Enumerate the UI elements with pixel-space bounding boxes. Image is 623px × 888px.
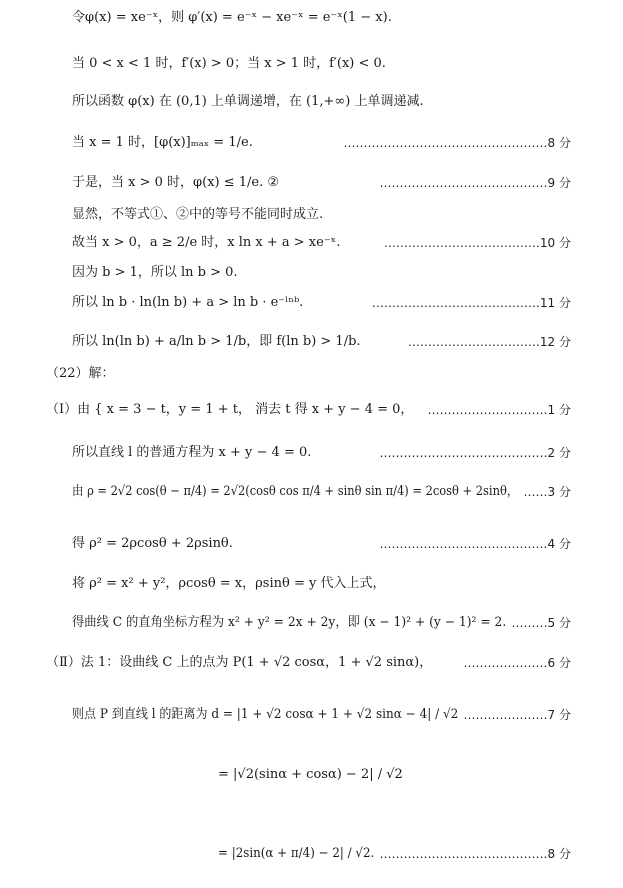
line-text: 故当 x > 0，a ≥ 2/e 时，x ln x + a > xe⁻ˣ. (72, 235, 341, 250)
solution-line (0, 93, 623, 123)
line-text: 于是，当 x > 0 时，φ(x) ≤ 1/e. ② (72, 175, 280, 190)
line-text: 所以函数 φ(x) 在 (0,1) 上单调递增，在 (1,+∞) 上单调递减. (72, 94, 424, 109)
line-text: 显然，不等式①、②中的等号不能同时成立. (72, 207, 324, 222)
line-text: 则点 P 到直线 l 的距离为 d = |1 + √2 cosα + 1 + √2 sinα − 4| / √2 (72, 707, 459, 722)
score-marker: ……………………………………………8 分 (343, 136, 571, 150)
score-marker: ……………………………12 分 (407, 335, 571, 349)
solution-line (0, 444, 623, 474)
line-text: 得 ρ² = 2ρcosθ + 2ρsinθ. (72, 536, 233, 551)
line-text: 得曲线 C 的直角坐标方程为 x² + y² = 2x + 2y，即 (x − 1)² + (y − 1)² = 2. (72, 615, 507, 630)
score-marker: ……………………………………11 分 (371, 296, 571, 310)
solution-line (0, 55, 623, 85)
line-text: = |√2(sinα + cosα) − 2| / √2 (218, 767, 403, 782)
score-marker: ……………………………………4 分 (379, 537, 571, 551)
solution-line (0, 483, 623, 513)
line-text: = |2sin(α + π/4) − 2| / √2. (218, 846, 375, 861)
solution-line (0, 9, 623, 39)
score-marker: ………5 分 (511, 616, 571, 630)
solution-line (0, 401, 623, 431)
solution-line (0, 234, 623, 264)
score-marker: …………………………………10 分 (383, 236, 571, 250)
line-text: 由 ρ = 2√2 cos(θ − π/4) = 2√2(cosθ cos π/4 + sinθ sin π/4) = 2cosθ + 2sinθ， (72, 484, 519, 499)
solution-line (0, 134, 623, 164)
line-text: 将 ρ² = x² + y²，ρcosθ = x，ρsinθ = y 代入上式， (72, 576, 386, 591)
solution-line (0, 614, 623, 644)
solution-line (0, 535, 623, 565)
line-text: 因为 b > 1，所以 ln b > 0. (72, 265, 238, 280)
line-text: 所以直线 l 的普通方程为 x + y − 4 = 0. (72, 445, 312, 460)
score-marker: ……………………………………2 分 (379, 446, 571, 460)
solution-line (0, 766, 623, 796)
line-text: 所以 ln(ln b) + a/ln b > 1/b，即 f(ln b) > 1/b. (72, 334, 361, 349)
solution-line (0, 654, 623, 684)
score-marker: ……3 分 (523, 485, 571, 499)
line-text: 令φ(x) = xe⁻ˣ，则 φ′(x) = e⁻ˣ − xe⁻ˣ = e⁻ˣ(1 − x). (72, 10, 392, 25)
solution-line (0, 365, 623, 395)
score-marker: …………………7 分 (463, 708, 571, 722)
solution-line (0, 294, 623, 324)
score-marker: …………………6 分 (463, 656, 571, 670)
solution-line (0, 333, 623, 363)
line-text: 当 x = 1 时，[φ(x)]ₘₐₓ = 1/e. (72, 135, 253, 150)
score-marker: …………………………1 分 (427, 403, 571, 417)
solution-line (0, 264, 623, 294)
line-text: 当 0 < x < 1 时，f′(x) > 0；当 x > 1 时，f′(x) < 0. (72, 56, 386, 71)
solution-line (0, 706, 623, 736)
line-text: （22）解： (46, 366, 115, 381)
solution-line (0, 206, 623, 236)
solution-line (0, 174, 623, 204)
score-marker: ……………………………………8 分 (379, 847, 571, 861)
solution-line (0, 845, 623, 875)
line-text: 所以 ln b · ln(ln b) + a > ln b · e⁻ˡⁿᵇ. (72, 295, 304, 310)
line-text: （Ⅰ）由 { x = 3 − t，y = 1 + t， 消去 t 得 x + y − 4 = 0， (46, 402, 414, 417)
solution-line (0, 575, 623, 605)
line-text: （Ⅱ）法 1：设曲线 C 上的点为 P(1 + √2 cosα，1 + √2 sinα)， (46, 655, 433, 670)
score-marker: ……………………………………9 分 (379, 176, 571, 190)
